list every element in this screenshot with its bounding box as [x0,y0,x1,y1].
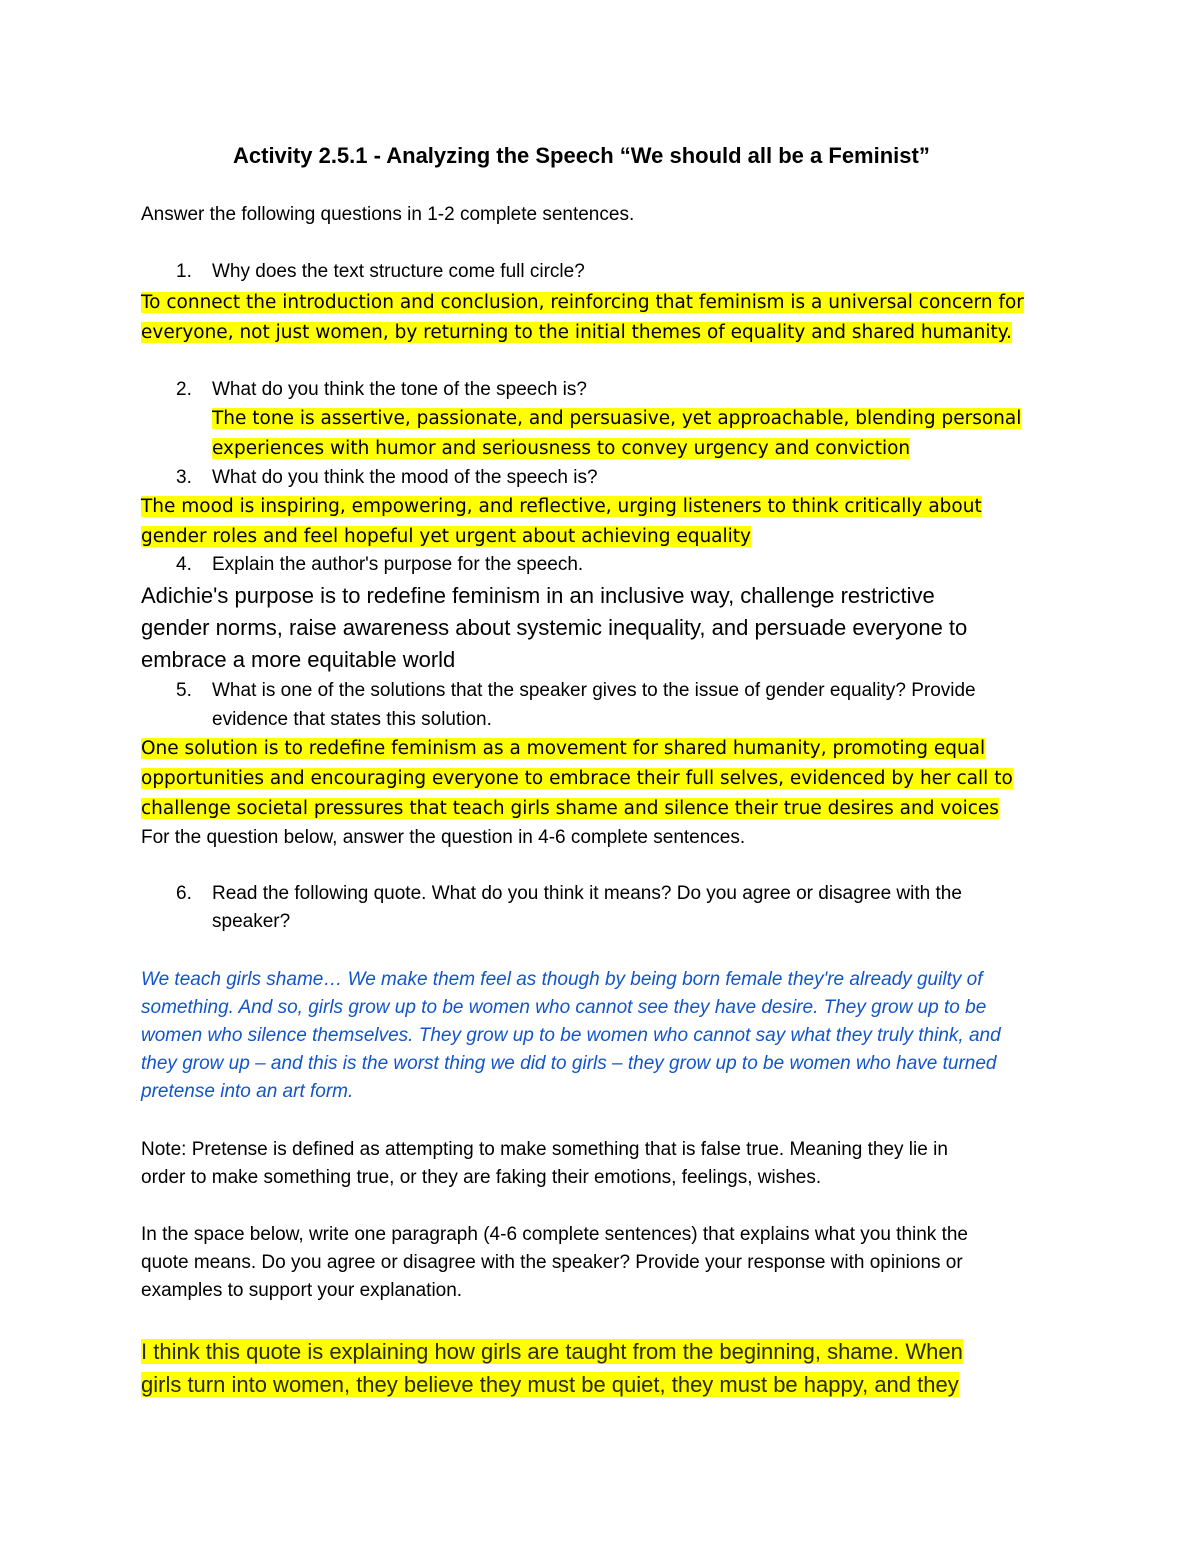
question-number: 2. [176,379,192,400]
answer-line: challenge societal pressures that teach girls shame and silence their true desires and voices [141,798,999,819]
final-answer-line: girls turn into women, they believe they must be quiet, they must be happy, and they [141,1372,959,1397]
answer-line: The mood is inspiring, empowering, and reflective, urging listeners to think critically about [141,496,982,517]
answer-line: everyone, not just women, by returning to the initial themes of equality and shared humanity. [141,322,1012,343]
answer-line: One solution is to redefine feminism as a movement for shared humanity, promoting equal [141,738,986,759]
answer-line: embrace a more equitable world [141,647,456,672]
question-text: What do you think the mood of the speech is? [212,467,598,488]
question-number: 3. [176,467,192,488]
question-number: 4. [176,554,192,575]
answer-line: The tone is assertive, passionate, and persuasive, yet approachable, blending personal [212,408,1022,429]
note-line: order to make something true, or they are faking their emotions, feelings, wishes. [141,1167,822,1188]
prompt-line: examples to support your explanation. [141,1280,463,1301]
question-text: Read the following quote. What do you think it means? Do you agree or disagree with the [212,883,962,904]
quote-line: We teach girls shame… We make them feel as though by being born female they're already guilty of [141,969,983,990]
answer-line: gender roles and feel hopeful yet urgent about achieving equality [141,526,752,547]
answer-line: gender norms, raise awareness about systemic inequality, and persuade everyone to [141,615,968,640]
question-number: 5. [176,680,192,701]
final-answer-line: I think this quote is explaining how girls are taught from the beginning, shame. When [141,1339,963,1364]
note-line: Note: Pretense is defined as attempting to make something that is false true. Meaning they lie in [141,1139,948,1160]
question-text: What do you think the tone of the speech is? [212,379,587,400]
question-text: evidence that states this solution. [212,709,492,730]
quote-line: women who silence themselves. They grow up to be women who cannot say what they truly think, and [141,1025,1001,1046]
instructions: Answer the following questions in 1-2 complete sentences. [141,204,635,225]
answer-line: experiences with humor and seriousness to convey urgency and conviction [212,438,911,459]
document-title: Activity 2.5.1 - Analyzing the Speech “We should all be a Feminist” [233,143,930,168]
question-text: Explain the author's purpose for the speech. [212,554,584,575]
answer-line: opportunities and encouraging everyone to embrace their full selves, evidenced by her call to [141,768,1013,789]
answer-line: To connect the introduction and conclusion, reinforcing that feminism is a universal concern for [141,292,1024,313]
question-text: speaker? [212,911,291,932]
question-text: Why does the text structure come full circle? [212,261,585,282]
question-text: What is one of the solutions that the speaker gives to the issue of gender equality? Provide [212,680,976,701]
section-instructions: For the question below, answer the question in 4-6 complete sentences. [141,827,746,848]
quote-line: they grow up – and this is the worst thing we did to girls – they grow up to be women who have turned [141,1053,997,1074]
prompt-line: In the space below, write one paragraph (4-6 complete sentences) that explains what you think the [141,1224,968,1245]
question-number: 1. [176,261,192,282]
prompt-line: quote means. Do you agree or disagree with the speaker? Provide your response with opinions or [141,1252,963,1273]
answer-line: Adichie's purpose is to redefine feminism in an inclusive way, challenge restrictive [141,583,935,608]
quote-line: pretense into an art form. [141,1081,354,1102]
quote-line: something. And so, girls grow up to be women who cannot see they have desire. They grow up to be [141,997,987,1018]
question-number: 6. [176,883,192,904]
